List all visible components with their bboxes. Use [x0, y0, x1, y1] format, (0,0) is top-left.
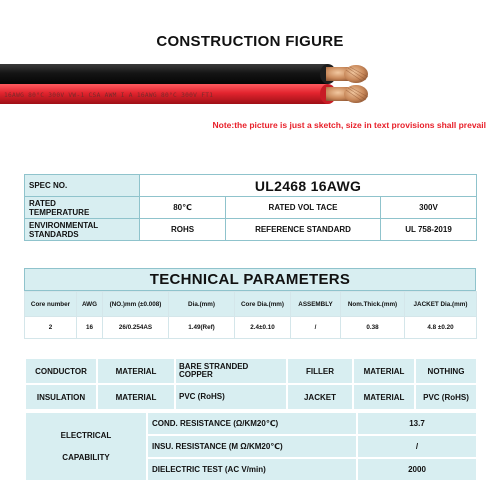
conductor-material-value: BARE STRANDED COPPER — [175, 358, 287, 384]
value-cell: 4.8 ±0.20 — [405, 317, 477, 339]
spec-table — [24, 174, 477, 241]
reference-standard-label: REFERENCE STANDARD — [226, 219, 381, 241]
jacket-label: JACKET — [287, 384, 353, 410]
cable-sketch — [0, 62, 380, 110]
rated-temperature-label: RATED TEMPERATURE — [25, 197, 140, 219]
insulation-label: INSULATION — [25, 384, 97, 410]
value-cell: 0.38 — [341, 317, 405, 339]
insulation-value: PVC (RoHS) — [175, 384, 287, 410]
dielectric-test-label: DIELECTRIC TEST (AC V/min) — [147, 458, 357, 481]
value-cell: 16 — [77, 317, 103, 339]
insulation-material-label: MATERIAL — [97, 384, 175, 410]
electrical-capability-table — [24, 411, 478, 482]
value-cell: 2.4±0.10 — [235, 317, 291, 339]
header-cell: Nom.Thick.(mm) — [341, 292, 405, 317]
technical-header-row — [25, 292, 477, 317]
header-cell: Core Dia.(mm) — [235, 292, 291, 317]
environmental-standards-value: ROHS — [140, 219, 226, 241]
jacket-value: PVC (RoHS) — [415, 384, 477, 410]
black-conductor-jacket — [0, 64, 328, 84]
rated-temperature-value: 80℃ — [140, 197, 226, 219]
electrical-capability-label: ELECTRICAL CAPABILITY — [25, 412, 147, 481]
technical-parameters-table — [24, 291, 477, 339]
insu-resistance-value: / — [357, 435, 477, 458]
insu-resistance-label: INSU. RESISTANCE (M Ω/KM20℃) — [147, 435, 357, 458]
header-cell: Core number — [25, 292, 77, 317]
conductor-label: CONDUCTOR — [25, 358, 97, 384]
value-cell: 1.49(Ref) — [169, 317, 235, 339]
conductor-material-label: MATERIAL — [97, 358, 175, 384]
header-cell: ASSEMBLY — [291, 292, 341, 317]
filler-material-label: MATERIAL — [353, 358, 415, 384]
technical-parameters-title: TECHNICAL PARAMETERS — [24, 268, 476, 291]
filler-label: FILLER — [287, 358, 353, 384]
reference-standard-value: UL 758-2019 — [381, 219, 477, 241]
header-cell: (NO.)mm (±0.008) — [103, 292, 169, 317]
materials-table — [24, 357, 478, 411]
construction-figure-title: CONSTRUCTION FIGURE — [156, 33, 344, 50]
rated-voltage-value: 300V — [381, 197, 477, 219]
dielectric-test-value: 2000 — [357, 458, 477, 481]
header-cell: Dia.(mm) — [169, 292, 235, 317]
rated-voltage-label: RATED VOL TACE — [226, 197, 381, 219]
red-copper-tip — [344, 85, 368, 103]
cond-resistance-label: COND. RESISTANCE (Ω/KM20℃) — [147, 412, 357, 435]
spec-no-value: UL2468 16AWG — [140, 175, 477, 197]
spec-no-label: SPEC NO. — [25, 175, 140, 197]
value-cell: / — [291, 317, 341, 339]
value-cell: 26/0.254AS — [103, 317, 169, 339]
cable-print-text: 16AWG 80°C 300V VW-1 CSA AWM I A 16AWG 80°C 300V FT1 — [4, 92, 214, 99]
header-cell: JACKET Dia.(mm) — [405, 292, 477, 317]
black-copper-tip — [344, 65, 368, 83]
jacket-material-label: MATERIAL — [353, 384, 415, 410]
sketch-note: Note:the picture is just a sketch, size in text provisions shall prevail — [212, 120, 486, 130]
environmental-standards-label: ENVIRONMENTAL STANDARDS — [25, 219, 140, 241]
cond-resistance-value: 13.7 — [357, 412, 477, 435]
value-cell: 2 — [25, 317, 77, 339]
technical-value-row — [25, 317, 477, 339]
filler-value: NOTHING — [415, 358, 477, 384]
header-cell: AWG — [77, 292, 103, 317]
